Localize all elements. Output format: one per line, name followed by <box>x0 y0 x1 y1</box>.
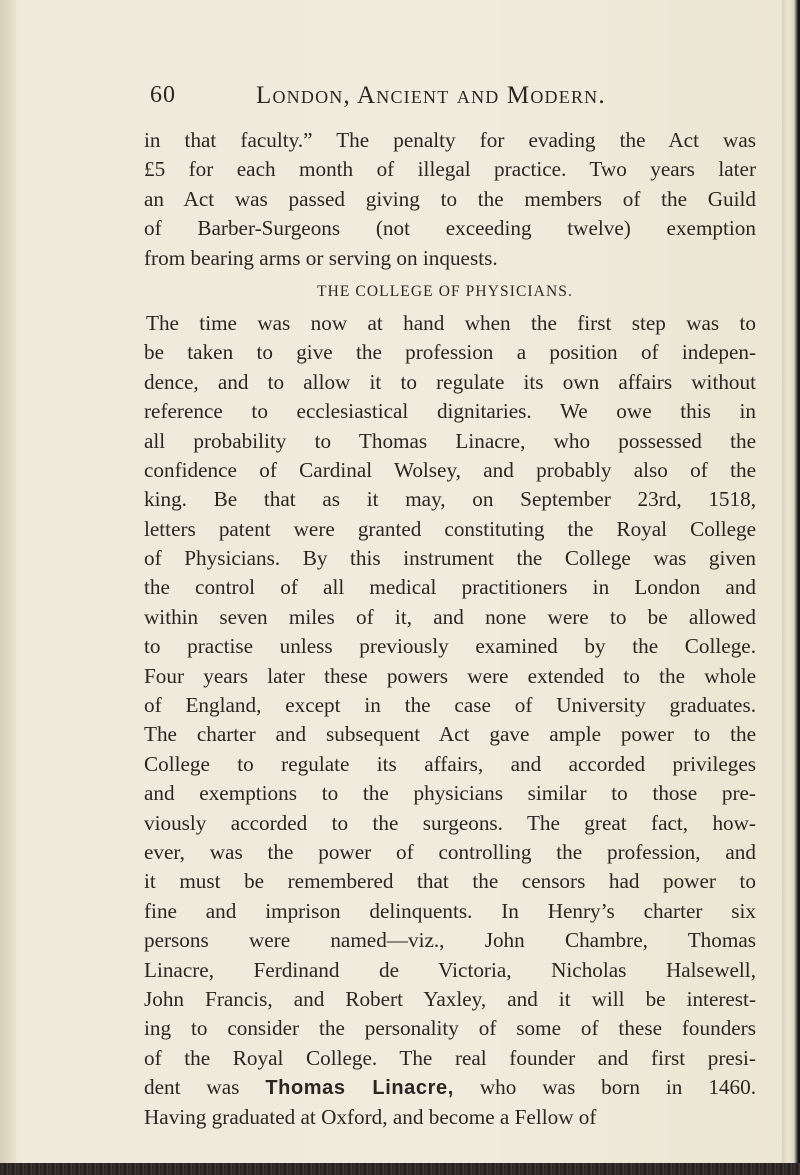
text-line: in that faculty.” The penalty for evading the Act was <box>144 128 756 152</box>
text-line: confidence of Cardinal Wolsey, and probably also of the <box>144 457 756 482</box>
text-line: ever, was the power of controlling the profession, and <box>144 839 756 864</box>
founder-name: Thomas Linacre, <box>265 1077 454 1100</box>
page-number: 60 <box>150 82 176 108</box>
text-line: king. Be that as it may, on September 23rd, 1518, <box>144 487 756 512</box>
text-line: and exemptions to the physicians similar to those pre- <box>144 781 756 806</box>
paragraph <box>144 126 756 273</box>
paragraph <box>144 309 756 1132</box>
text-line: viously accorded to the surgeons. The great fact, how- <box>144 810 756 835</box>
text-line: within seven miles of it, and none were to be allowed <box>144 604 756 629</box>
page-bottom-edge <box>0 1163 800 1175</box>
text-line: ing to consider the personality of some of these founders <box>144 1016 756 1041</box>
body-text <box>144 126 756 1132</box>
text-line: from bearing arms or serving on inquests. <box>144 245 498 270</box>
text-line: persons were named—viz., John Chambre, Thomas <box>144 928 756 953</box>
text-line: all probability to Thomas Linacre, who possessed the <box>144 428 756 453</box>
page-gutter <box>0 0 16 1175</box>
text-line: of England, except in the case of University graduates. <box>144 693 756 718</box>
text-line: Linacre, Ferdinand de Victoria, Nicholas Halsewell, <box>144 957 756 982</box>
text-line: fine and imprison delinquents. In Henry’s charter six <box>144 898 756 923</box>
text-line: dence, and to allow it to regulate its own affairs without <box>144 369 756 394</box>
text-line: it must be remembered that the censors had power to <box>144 869 756 894</box>
running-title: London, Ancient and Modern. <box>256 82 606 109</box>
text-line: John Francis, and Robert Yaxley, and it will be interest- <box>144 986 756 1011</box>
text-line: Four years later these powers were extended to the whole <box>144 663 756 688</box>
text-line: be taken to give the profession a position of indepen- <box>144 340 756 365</box>
text-line: to practise unless previously examined by the College. <box>144 634 756 659</box>
text-line: The time was now at hand when the first step was to <box>146 310 756 335</box>
text-fragment: dent was <box>144 1075 266 1100</box>
text-line: the control of all medical practitioners in London and <box>144 575 756 600</box>
text-line <box>144 1073 756 1102</box>
text-line: reference to ecclesiastical dignitaries. We owe this in <box>144 399 756 424</box>
text-fragment: who was born in 1460. <box>453 1075 756 1100</box>
text-line: Having graduated at Oxford, and become a Fellow of <box>144 1104 597 1129</box>
text-line: of Barber-Surgeons (not exceeding twelve) exemption <box>144 216 756 241</box>
running-header <box>150 82 750 114</box>
text-line: letters patent were granted constituting the Royal College <box>144 516 756 541</box>
text-line: The charter and subsequent Act gave ample power to the <box>144 722 756 747</box>
page-edge <box>782 0 800 1175</box>
text-line: £5 for each month of illegal practice. Two years later <box>144 157 756 182</box>
text-line: of the Royal College. The real founder and first presi- <box>144 1045 756 1070</box>
text-line: an Act was passed giving to the members of the Guild <box>144 186 756 211</box>
section-heading: THE COLLEGE OF PHYSICIANS. <box>317 282 573 300</box>
text-line: of Physicians. By this instrument the College was given <box>144 546 756 571</box>
text-line: College to regulate its affairs, and accorded privileges <box>144 751 756 776</box>
